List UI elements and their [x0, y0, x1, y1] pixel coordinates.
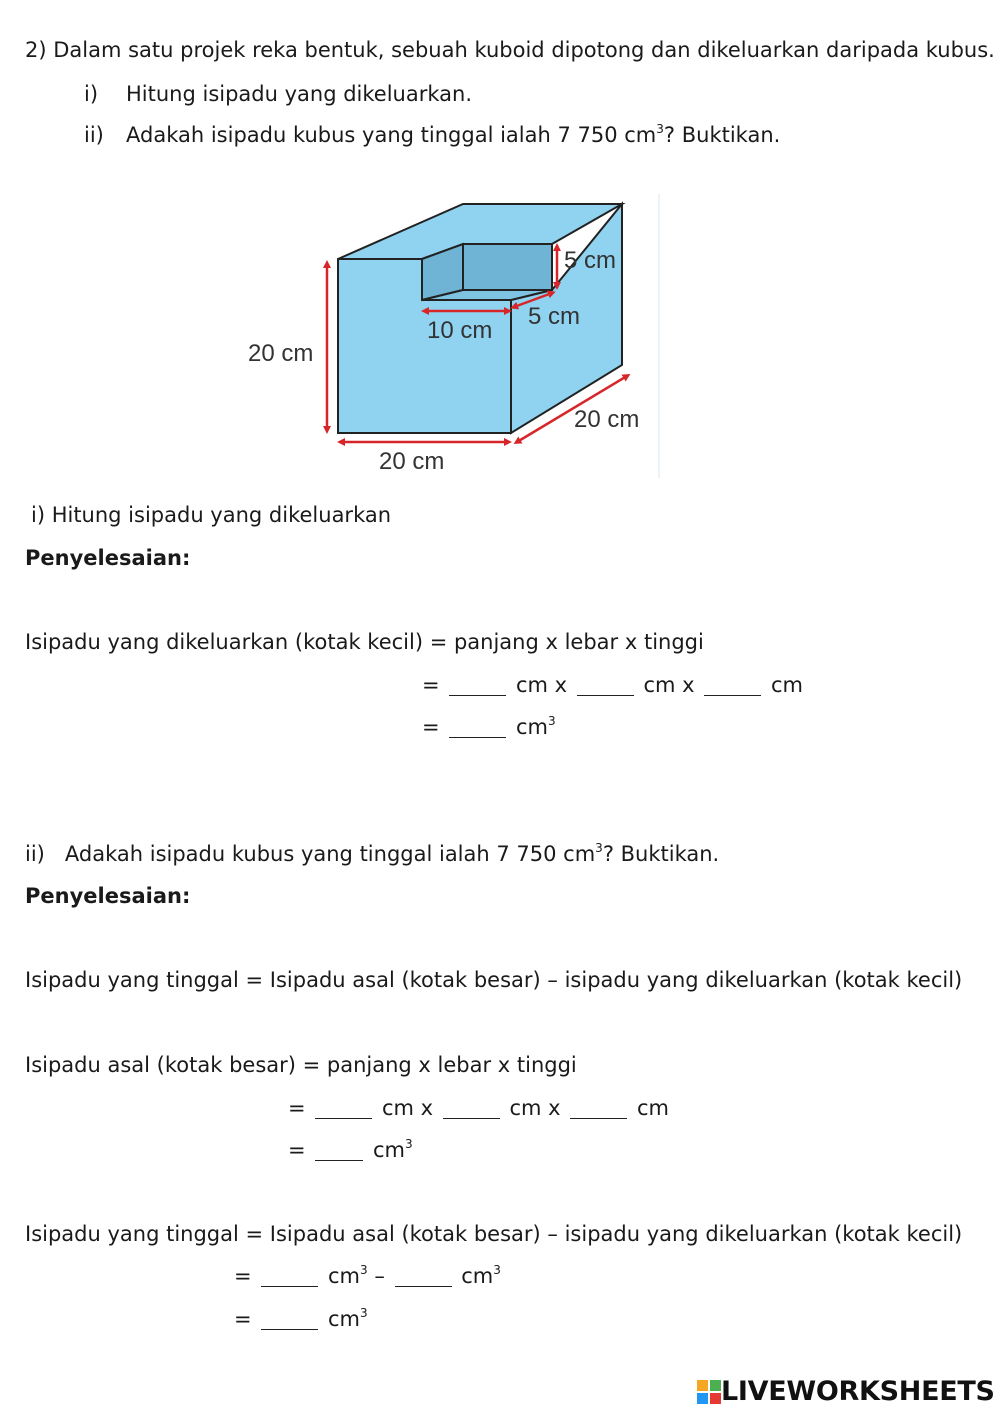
section-ii-formula-original: Isipadu asal (kotak besar) = panjang x lebar x tinggi: [25, 1053, 577, 1077]
liveworksheets-logo-icon: [697, 1380, 721, 1404]
label-width: 20 cm: [379, 448, 445, 475]
big-length-input[interactable]: [315, 1098, 372, 1119]
label-cut-length: 10 cm: [427, 317, 493, 344]
question-part-ii: Adakah isipadu kubus yang tinggal ialah 7 750 $cm^3$? Buktikan.: [126, 122, 781, 147]
big-width-input[interactable]: [443, 1098, 500, 1119]
small-height-input[interactable]: [704, 675, 761, 696]
label-depth: 20 cm: [574, 406, 640, 433]
cube-diagram: [240, 190, 660, 482]
section-ii-remaining-row-1: = $cm^3 - cm^3$: [234, 1263, 501, 1288]
small-length-input[interactable]: [449, 675, 506, 696]
liveworksheets-logo-text: LIVEWORKSHEETS: [721, 1376, 995, 1407]
section-i-row-1: = cm x cm x cm: [422, 673, 803, 697]
label-cut-height: 5 cm: [564, 247, 617, 274]
big-height-input[interactable]: [570, 1098, 627, 1119]
small-width-input[interactable]: [577, 675, 634, 696]
small-volume-input[interactable]: [449, 717, 506, 738]
section-ii-solution-label: Penyelesaian:: [25, 884, 191, 908]
section-i-row-2: = $cm^3$: [422, 714, 556, 739]
question-part-ii-number: ii): [84, 123, 104, 147]
remaining-big-volume-input[interactable]: [261, 1266, 318, 1287]
label-cut-depth: 5 cm: [528, 303, 581, 330]
section-i-solution-label: Penyelesaian:: [25, 546, 191, 570]
question-title: 2) Dalam satu projek reka bentuk, sebuah kuboid dipotong dan dikeluarkan daripada kubus.: [25, 38, 995, 62]
question-part-i-number: i): [84, 82, 99, 106]
cutout-back-wall: [463, 244, 552, 290]
section-ii-original-row-1: = cm x cm x cm: [288, 1096, 669, 1120]
question-part-i: Hitung isipadu yang dikeluarkan.: [126, 82, 473, 106]
section-i-heading: i) Hitung isipadu yang dikeluarkan: [31, 503, 392, 527]
liveworksheets-logo: [697, 1378, 995, 1405]
remaining-small-volume-input[interactable]: [395, 1266, 452, 1287]
section-ii-remaining-row-2: = $cm^3$: [234, 1306, 368, 1331]
section-i-formula: Isipadu yang dikeluarkan (kotak kecil) = panjang x lebar x tinggi: [25, 630, 704, 654]
section-ii-original-row-2: = $cm^3$: [288, 1137, 413, 1162]
section-ii-heading: ii) Adakah isipadu kubus yang tinggal ialah 7 750 $cm^3$? Buktikan.: [25, 841, 720, 866]
big-volume-input[interactable]: [315, 1140, 363, 1161]
section-ii-formula-remaining: Isipadu yang tinggal = Isipadu asal (kotak besar) – isipadu yang dikeluarkan (kotak kecil): [25, 968, 963, 992]
label-height: 20 cm: [248, 340, 314, 367]
remaining-volume-input[interactable]: [261, 1309, 318, 1330]
section-ii-formula-remaining-2: Isipadu yang tinggal = Isipadu asal (kotak besar) – isipadu yang dikeluarkan (kotak kecil): [25, 1222, 963, 1246]
